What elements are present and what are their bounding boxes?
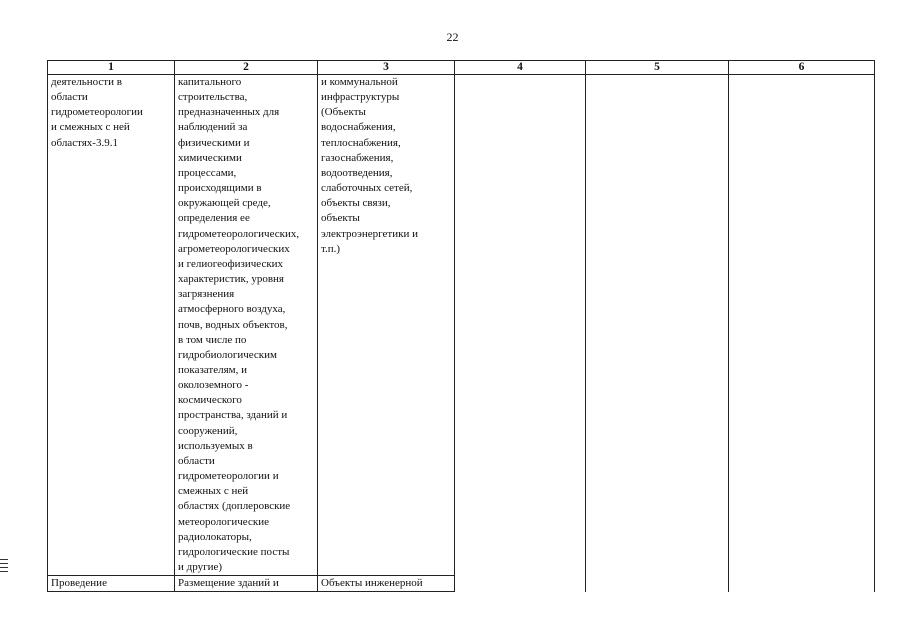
cell-text: и коммунальной инфраструктуры (Объекты водоснабжения, теплоснабжения, газоснабжения, водоотведения, слаботочных сетей, объекты связи, объекты электроэнергетики и т.п.) <box>321 76 418 255</box>
table-cell <box>175 75 318 576</box>
table-cell-empty <box>729 75 875 592</box>
column-header-2: 2 <box>175 61 318 75</box>
page-number: 22 <box>446 30 459 44</box>
column-header-1: 1 <box>48 61 175 75</box>
table-cell <box>48 75 175 576</box>
table-cell-empty <box>586 75 729 592</box>
table-cell <box>318 75 455 576</box>
column-header-5: 5 <box>586 61 729 75</box>
table-cell-empty <box>455 75 586 592</box>
cell-text: Размещение зданий и <box>178 577 279 590</box>
cell-text: Объекты инженерной <box>321 577 423 590</box>
margin-scan-mark <box>0 559 8 575</box>
column-header-4: 4 <box>455 61 586 75</box>
column-header-6: 6 <box>729 61 875 75</box>
column-header-3: 3 <box>318 61 455 75</box>
table-header-row <box>48 61 875 75</box>
table-cell <box>175 576 318 592</box>
table-cell <box>318 576 455 592</box>
table-row <box>48 75 875 576</box>
cell-text: капитального строительства, предназначенных для наблюдений за физическими и химическими процессами, происходящими в окружающей среде, определения ее гидрометеорологических, агрометеорологических и гелиогеофизических характеристик, уровня загрязнения атмосферного воздуха, почв, водных объектов, в том числе по гидробиологическим показателям, и околоземного - космического пространства, зданий и сооружений, используемых в области гидрометеорологии и смежных с ней областях (доплеровские метеорологические радиолокаторы, гидрологические посты и другие) <box>178 76 300 573</box>
table-cell <box>48 576 175 592</box>
cell-text: Проведение <box>51 577 107 590</box>
cell-text: деятельности в области гидрометеорологии и смежных с ней областях-3.9.1 <box>51 76 143 149</box>
zoning-table <box>47 60 875 592</box>
